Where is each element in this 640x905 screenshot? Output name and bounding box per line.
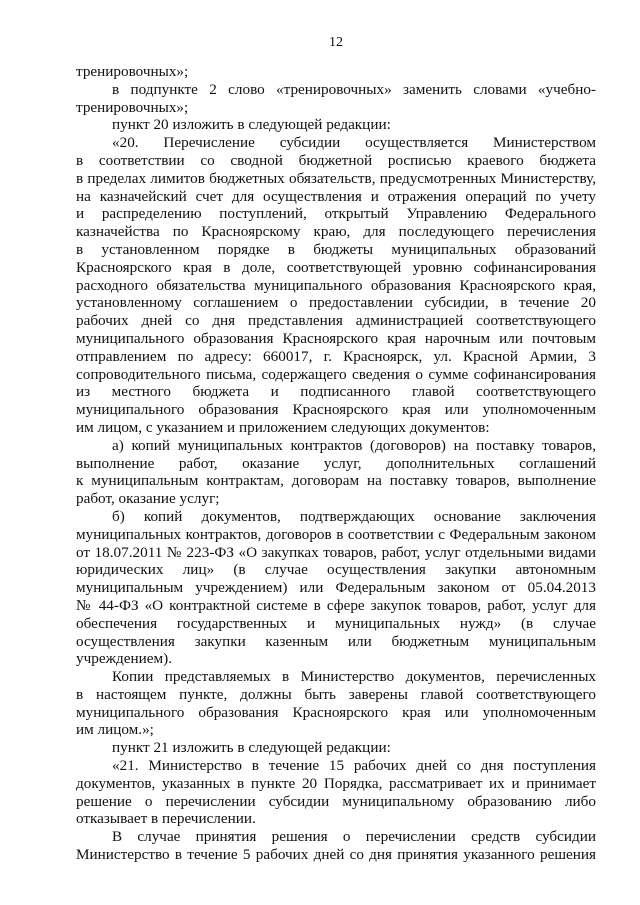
- text-line: отказывает в перечислении.: [76, 810, 256, 828]
- text-line: муниципального образования Красноярского края или уполномоченным: [76, 703, 596, 721]
- text-line: в соответствии со сводной бюджетной росписью краевого бюджета: [76, 151, 596, 169]
- text-line: юридических лиц» (в случае осуществления закупки автономным: [76, 561, 596, 579]
- text-line: расходного обязательства муниципального образования Красноярского края,: [76, 276, 596, 294]
- text-line: муниципального образования Красноярского края или уполномоченным: [76, 401, 596, 419]
- text-line: из местного бюджета и подписанного главой соответствующего: [76, 383, 596, 401]
- document-body: [76, 63, 596, 864]
- text-line: работ, оказание услуг;: [76, 490, 220, 508]
- text-line: муниципального образования Красноярского края нарочным или почтовым: [76, 329, 596, 347]
- text-line: сопроводительного письма, содержащего сведения о сумме софинансирования: [76, 365, 596, 383]
- text-line: им лицом.»;: [76, 721, 154, 739]
- text-line: к муниципальным контрактам, договорам на поставку товаров, выполнение: [76, 472, 596, 490]
- text-line: в подпункте 2 слово «тренировочных» заменить словами «учебно-: [112, 80, 596, 98]
- text-line: «21. Министерство в течение 15 рабочих дней со дня поступления: [112, 757, 596, 775]
- text-line: Копии представляемых в Министерство документов, перечисленных: [112, 668, 596, 686]
- text-line: отправлением по адресу: 660017, г. Красноярск, ул. Красной Армии, 3: [76, 347, 596, 365]
- text-line: пункт 20 изложить в следующей редакции:: [112, 116, 391, 134]
- page-number: 12: [329, 35, 343, 50]
- text-line: обеспечения государственных и муниципальных нужд» (в случае: [76, 614, 596, 632]
- text-line: на казначейский счет для осуществления и отражения операций по учету: [76, 187, 596, 205]
- text-line: установленному соглашением о предоставлении субсидии, в течение 20: [76, 294, 596, 312]
- text-line: а) копий муниципальных контрактов (договоров) на поставку товаров,: [112, 436, 596, 454]
- text-line: № 44-ФЗ «О контрактной системе в сфере закупок товаров, работ, услуг для: [76, 596, 596, 614]
- text-line: в установленном порядке в бюджеты муниципальных образований: [76, 240, 596, 258]
- text-line: документов, указанных в пункте 20 Порядка, рассматривает их и принимает: [76, 774, 596, 792]
- text-line: муниципальным учреждением) или Федеральным законом от 05.04.2013: [76, 579, 596, 597]
- text-line: тренировочных»;: [76, 63, 189, 80]
- text-line: осуществления закупки казенным или бюджетным муниципальным: [76, 632, 596, 650]
- text-line: выполнение работ, оказание услуг, дополнительных соглашений: [76, 454, 596, 472]
- text-line: в пределах лимитов бюджетных обязательств, предусмотренных Министерству,: [76, 169, 596, 187]
- text-line: тренировочных»;: [76, 98, 189, 116]
- text-line: казначейства по Красноярскому краю, для последующего перечисления: [76, 223, 596, 241]
- text-line: им лицом, с указанием и приложением следующих документов:: [76, 418, 490, 436]
- text-line: учреждением).: [76, 650, 172, 668]
- text-line: Красноярского края в доле, соответствующей уровню софинансирования: [76, 258, 596, 276]
- text-line: от 18.07.2011 № 223-ФЗ «О закупках товаров, работ, услуг отдельными видами: [76, 543, 596, 561]
- text-line: В случае принятия решения о перечислении средств субсидии: [112, 828, 596, 846]
- text-line: и распределению поступлений, открытый Управлению Федерального: [76, 205, 596, 223]
- text-line: решение о перечислении субсидии муниципальному образованию либо: [76, 792, 596, 810]
- text-line: в настоящем пункте, должны быть заверены главой соответствующего: [76, 685, 596, 703]
- text-line: «20. Перечисление субсидии осуществляется Министерством: [112, 134, 596, 152]
- text-line: муниципальных контрактов, договоров в соответствии с Федеральным законом: [76, 525, 596, 543]
- text-line: пункт 21 изложить в следующей редакции:: [112, 739, 391, 757]
- text-line: рабочих дней со дня представления администрацией соответствующего: [76, 312, 596, 330]
- text-line: Министерство в течение 5 рабочих дней со дня принятия указанного решения: [76, 846, 596, 864]
- text-line: б) копий документов, подтверждающих основание заключения: [112, 507, 596, 525]
